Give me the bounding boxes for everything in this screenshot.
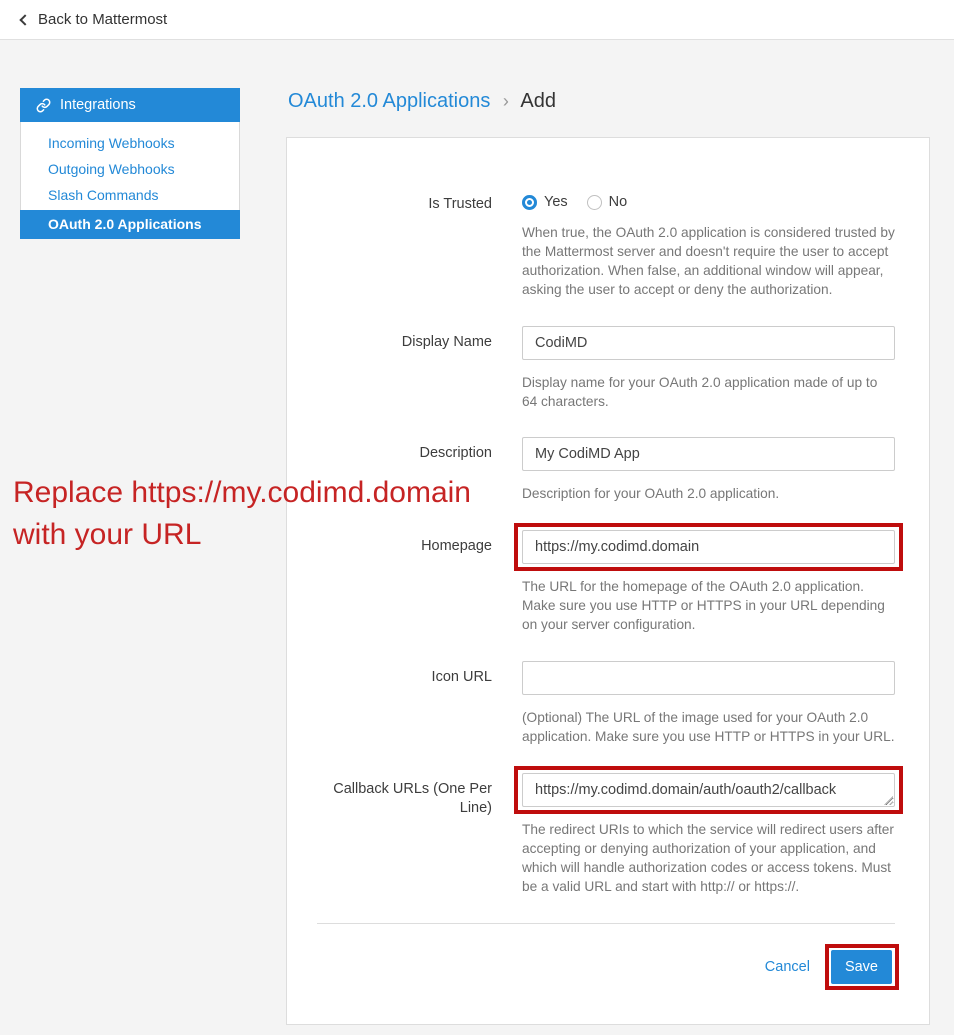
form-row-icon-url: [317, 661, 895, 747]
link-icon: [36, 98, 51, 113]
form-row-display-name: [317, 326, 895, 412]
description-label: Description: [419, 445, 492, 462]
description-input[interactable]: [522, 437, 895, 471]
sidebar-item-oauth-applications[interactable]: OAuth 2.0 Applications: [20, 210, 240, 239]
integrations-sidebar: [20, 88, 240, 239]
radio-unselected-icon: [587, 195, 602, 210]
content-layout: [0, 40, 954, 1025]
form-footer-actions: [317, 950, 892, 984]
display-name-label: Display Name: [401, 333, 492, 350]
annotation-line-1: Replace https://my.codimd.domain: [13, 476, 471, 509]
description-help: Description for your OAuth 2.0 application.: [522, 486, 780, 502]
icon-url-help: (Optional) The URL of the image used for your OAuth 2.0 application. Make sure you use HTTP or HTTPS in your URL.: [522, 710, 895, 744]
topbar: [0, 0, 954, 40]
display-name-help: Display name for your OAuth 2.0 application made of up to 64 characters.: [522, 374, 878, 409]
radio-selected-icon: [522, 195, 537, 210]
back-to-mattermost-link[interactable]: [21, 11, 167, 28]
is-trusted-radio-group: [522, 188, 895, 210]
chevron-left-icon: [19, 14, 30, 25]
annotation-line-2: with your URL: [13, 518, 202, 551]
is-trusted-no-radio[interactable]: [587, 194, 628, 210]
callback-urls-red-highlight-box: [522, 773, 895, 807]
oauth-add-form-card: [286, 137, 930, 1025]
homepage-label: Homepage: [421, 538, 492, 555]
back-link-label: Back to Mattermost: [38, 11, 168, 28]
icon-url-input[interactable]: [522, 661, 895, 695]
is-trusted-label: Is Trusted: [428, 196, 492, 212]
breadcrumb-current: Add: [520, 90, 556, 112]
breadcrumb-parent-link[interactable]: OAuth 2.0 Applications: [288, 90, 491, 112]
cancel-button[interactable]: Cancel: [764, 958, 810, 975]
sidebar-item-outgoing-webhooks[interactable]: Outgoing Webhooks: [48, 161, 175, 177]
form-row-homepage: [317, 530, 895, 635]
sidebar-item-slash-commands[interactable]: Slash Commands: [48, 187, 159, 203]
display-name-input[interactable]: [522, 326, 895, 360]
footer-divider: [317, 923, 895, 924]
icon-url-label: Icon URL: [431, 669, 492, 686]
is-trusted-yes-radio[interactable]: [522, 194, 568, 210]
is-trusted-no-label: No: [608, 194, 628, 210]
sidebar-header-integrations[interactable]: [20, 88, 240, 122]
form-row-description: [317, 437, 895, 504]
callback-urls-label: Callback URLs (One Per Line): [333, 780, 492, 817]
sidebar-item-incoming-webhooks[interactable]: Incoming Webhooks: [48, 135, 175, 151]
is-trusted-yes-label: Yes: [544, 194, 568, 210]
save-red-highlight-box: [831, 950, 892, 984]
main-content: [286, 88, 930, 1025]
is-trusted-help: When true, the OAuth 2.0 application is considered trusted by the Mattermost server and doesn't require the user to accept authorization. When false, an additional window will appear, asking the user to accept or deny the authorization.: [522, 225, 895, 297]
sidebar-item-list: [21, 122, 239, 238]
callback-urls-textarea[interactable]: [522, 773, 895, 807]
form-row-is-trusted: [317, 188, 895, 300]
save-button[interactable]: Save: [831, 950, 892, 984]
homepage-input[interactable]: [522, 530, 895, 564]
homepage-red-highlight-box: [522, 530, 895, 564]
callback-urls-help: The redirect URIs to which the service will redirect users after accepting or denying authorization of your application, and which will handle authorization codes or access tokens. Must be a valid URL and start with http:// or https://.: [522, 821, 894, 894]
sidebar-header-label: Integrations: [60, 97, 136, 113]
breadcrumb-separator: ›: [502, 91, 509, 111]
form-row-callback-urls: [317, 773, 895, 897]
breadcrumb: [288, 90, 930, 113]
homepage-help: The URL for the homepage of the OAuth 2.0 application. Make sure you use HTTP or HTTPS in your URL depending on your server configuration.: [522, 579, 885, 633]
